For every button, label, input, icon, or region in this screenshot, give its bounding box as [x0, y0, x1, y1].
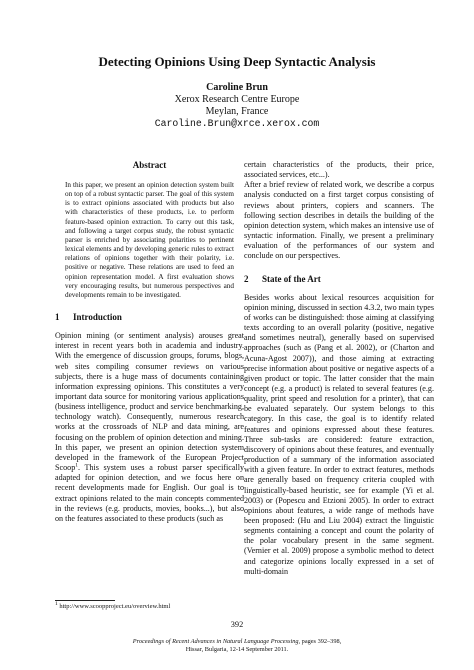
- footnote: [55, 600, 171, 611]
- author-affiliation: Xerox Research Centre Europe: [174, 94, 300, 105]
- right-para-1: certain characteristics of the products, their price, associated services, etc...).: [244, 160, 434, 180]
- proceedings-name: Proceedings of Recent Advances in Natural Language Processing: [132, 638, 299, 645]
- section-number: 1: [55, 312, 60, 323]
- proceedings-location: Hissar, Bulgaria, 12-14 September 2011.: [185, 646, 289, 653]
- section-heading-introduction: [55, 312, 244, 323]
- section-heading-state-of-art: [244, 274, 434, 285]
- author-email[interactable]: Caroline.Brun@xrce.xerox.com: [154, 118, 320, 129]
- page-number: 392: [230, 620, 244, 629]
- right-column: [244, 160, 434, 577]
- footnote-marker[interactable]: 1: [75, 462, 78, 469]
- intro-text-part-2: . This system uses a robust parser specifically adapted for opinion detection, and we focus here on recent developments made for English. Our goal is to extract opinions related to the main concepts commented in the reviews (e.g. products, movies, books...), but also on the features associated to these products (such as: [55, 463, 244, 523]
- proceedings-footer: [0, 638, 474, 654]
- section-number: 2: [244, 273, 249, 284]
- footnote-divider: [55, 600, 115, 601]
- section-title: Introduction: [73, 312, 122, 323]
- footnote-number: 1: [55, 600, 58, 607]
- abstract-heading: Abstract: [132, 160, 167, 170]
- author-block: [0, 82, 474, 130]
- intro-text-part-1: Opinion mining (or sentiment analysis) arouses great interest in recent years both in academia and industry. With the emergence of discussion groups, forums, blogs, web sites compiling consumer reviews on various subjects, there is a huge mass of documents containing information expressing opinions. This constitutes a very important data source for monitoring various applications (business intelligence, product and service benchmarking, technology watch). Consequently, numerous research works at the crossroads of NLP and data mining, are focusing on the problem of opinion detection and mining. In this paper, we present an opinion detection system developed in the framework of the European Project Scoop: [55, 331, 244, 473]
- right-para-2: After a brief review of related work, we describe a corpus analysis conducted on a first target corpus consisting of reviews about printers, copiers and scanners. The following section describes in details the building of the opinion detection system, which makes an intensive use of syntactic information. Finally, we present a preliminary evaluation of the performances of our system and conclude on our perspectives.: [244, 180, 434, 261]
- section-title: State of the Art: [262, 273, 321, 284]
- proceedings-pages: , pages 392–398,: [298, 638, 342, 645]
- abstract-text: In this paper, we present an opinion detection system built on top of a robust syntactic parser. The goal of this system is to extract opinions associated with products but also with characteristics of these products, i.e. to perform feature-based opinion extraction. To carry out this task, and following a target corpus study, the robust syntactic parser is enriched by associating polarities to pertinent lexical elements and by developing generic rules to extract relations of opinions together with their polarity, i.e. positive or negative. These relations are used to feed an opinion representation model. A first evaluation shows very encouraging results, but numerous perspectives and developments remain to be investigated.: [65, 181, 234, 299]
- footnote-link[interactable]: http://www.scoopproject.eu/overview.html: [59, 603, 171, 610]
- author-name: Caroline Brun: [206, 82, 268, 93]
- state-of-art-text: Besides works about lexical resources acquisition for opinion mining, discussed in section 4.3.2, two main types of works can be distinguished: those aiming at classifying texts according to an overall polarity (positive, negative and sometimes neutral), generally based on supervised approaches (such as (Pang et al. 2002), or (Charton and Acuna-Agost 2007)), and those aiming at extracting precise information about positive or negative aspects of a given product or topic. The latter consider that the main concept (e.g. a product) is related to several features (e.g. quality, print speed and resolution for a printer), that can be evaluated separately. Our system belongs to this category. In this case, the goal is to identify related features and opinions expressed about these features. Three sub-tasks are considered: feature extraction, discovery of opinions about these features, and eventually production of a summary of the information associated with a given feature. In order to extract features, methods are generally based on frequency criteria coupled with linguistically-based heuristic, see for example (Yi et al. 2003) or (Popescu and Etzioni 2005). In order to extract opinions about features, a wide range of methods have been proposed: (Hu and Liu 2004) extract the linguistic segments containing a concept and count the polarity of the polar vocabulary present in the same segment. (Vernier et al. 2009) propose a symbolic method to detect and categorize opinions locally expressed in a set of multi-domain: [244, 292, 434, 576]
- paper-title: Detecting Opinions Using Deep Syntactic Analysis: [98, 54, 376, 69]
- introduction-text: [55, 331, 244, 524]
- proceedings-line: [0, 638, 474, 646]
- author-location: Meylan, France: [205, 106, 269, 117]
- left-column: [55, 160, 244, 524]
